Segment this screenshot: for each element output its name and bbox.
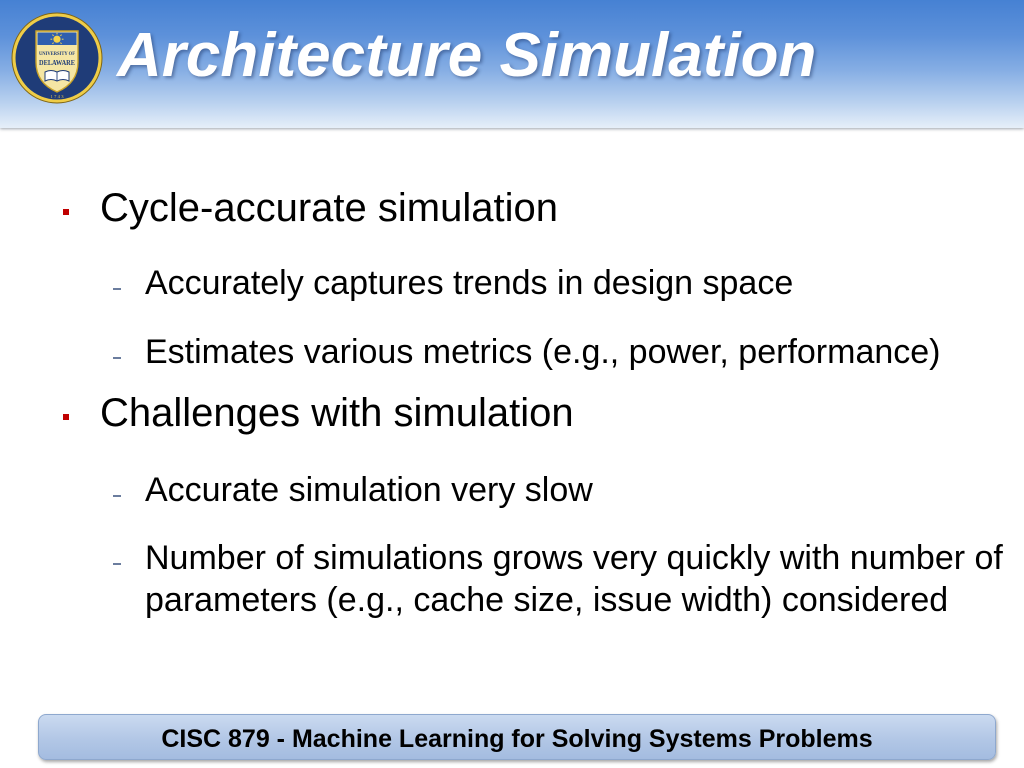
- dash-bullet-icon: [113, 563, 121, 565]
- red-square-bullet-icon: [63, 414, 69, 420]
- footer-course-title: CISC 879 - Machine Learning for Solving Systems Problems: [161, 725, 873, 753]
- bullet-item: [0, 389, 1024, 437]
- sub-bullet-item: [0, 537, 1024, 621]
- sub-bullet-item: [0, 470, 1024, 511]
- sub-bullet-text: Estimates various metrics (e.g., power, performance): [145, 333, 941, 371]
- seal-text-line2: DELAWARE: [39, 59, 76, 67]
- bullet-item: [0, 184, 1024, 232]
- university-seal-logo: [11, 12, 103, 104]
- open-book-icon: [45, 71, 69, 82]
- sub-bullet-text: Accurately captures trends in design space: [145, 264, 794, 302]
- seal-year: 1743: [50, 94, 64, 99]
- sub-bullet-item: [0, 332, 1024, 373]
- sub-bullet-text: Accurate simulation very slow: [145, 471, 593, 509]
- slide-header: [0, 0, 1024, 128]
- bullet-text: Challenges with simulation: [100, 391, 574, 435]
- slide-title: Architecture Simulation: [117, 21, 817, 90]
- dash-bullet-icon: [113, 357, 121, 359]
- red-square-bullet-icon: [63, 209, 69, 215]
- seal-text-line1: UNIVERSITY OF: [39, 51, 76, 57]
- sub-bullet-item: [0, 263, 1024, 304]
- sub-bullet-text: Number of simulations grows very quickly with number of parameters (e.g., cache size, issue width) considered: [145, 539, 1003, 619]
- bullet-text: Cycle-accurate simulation: [100, 186, 558, 230]
- footer-bar: [38, 714, 996, 760]
- dash-bullet-icon: [113, 288, 121, 290]
- dash-bullet-icon: [113, 495, 121, 497]
